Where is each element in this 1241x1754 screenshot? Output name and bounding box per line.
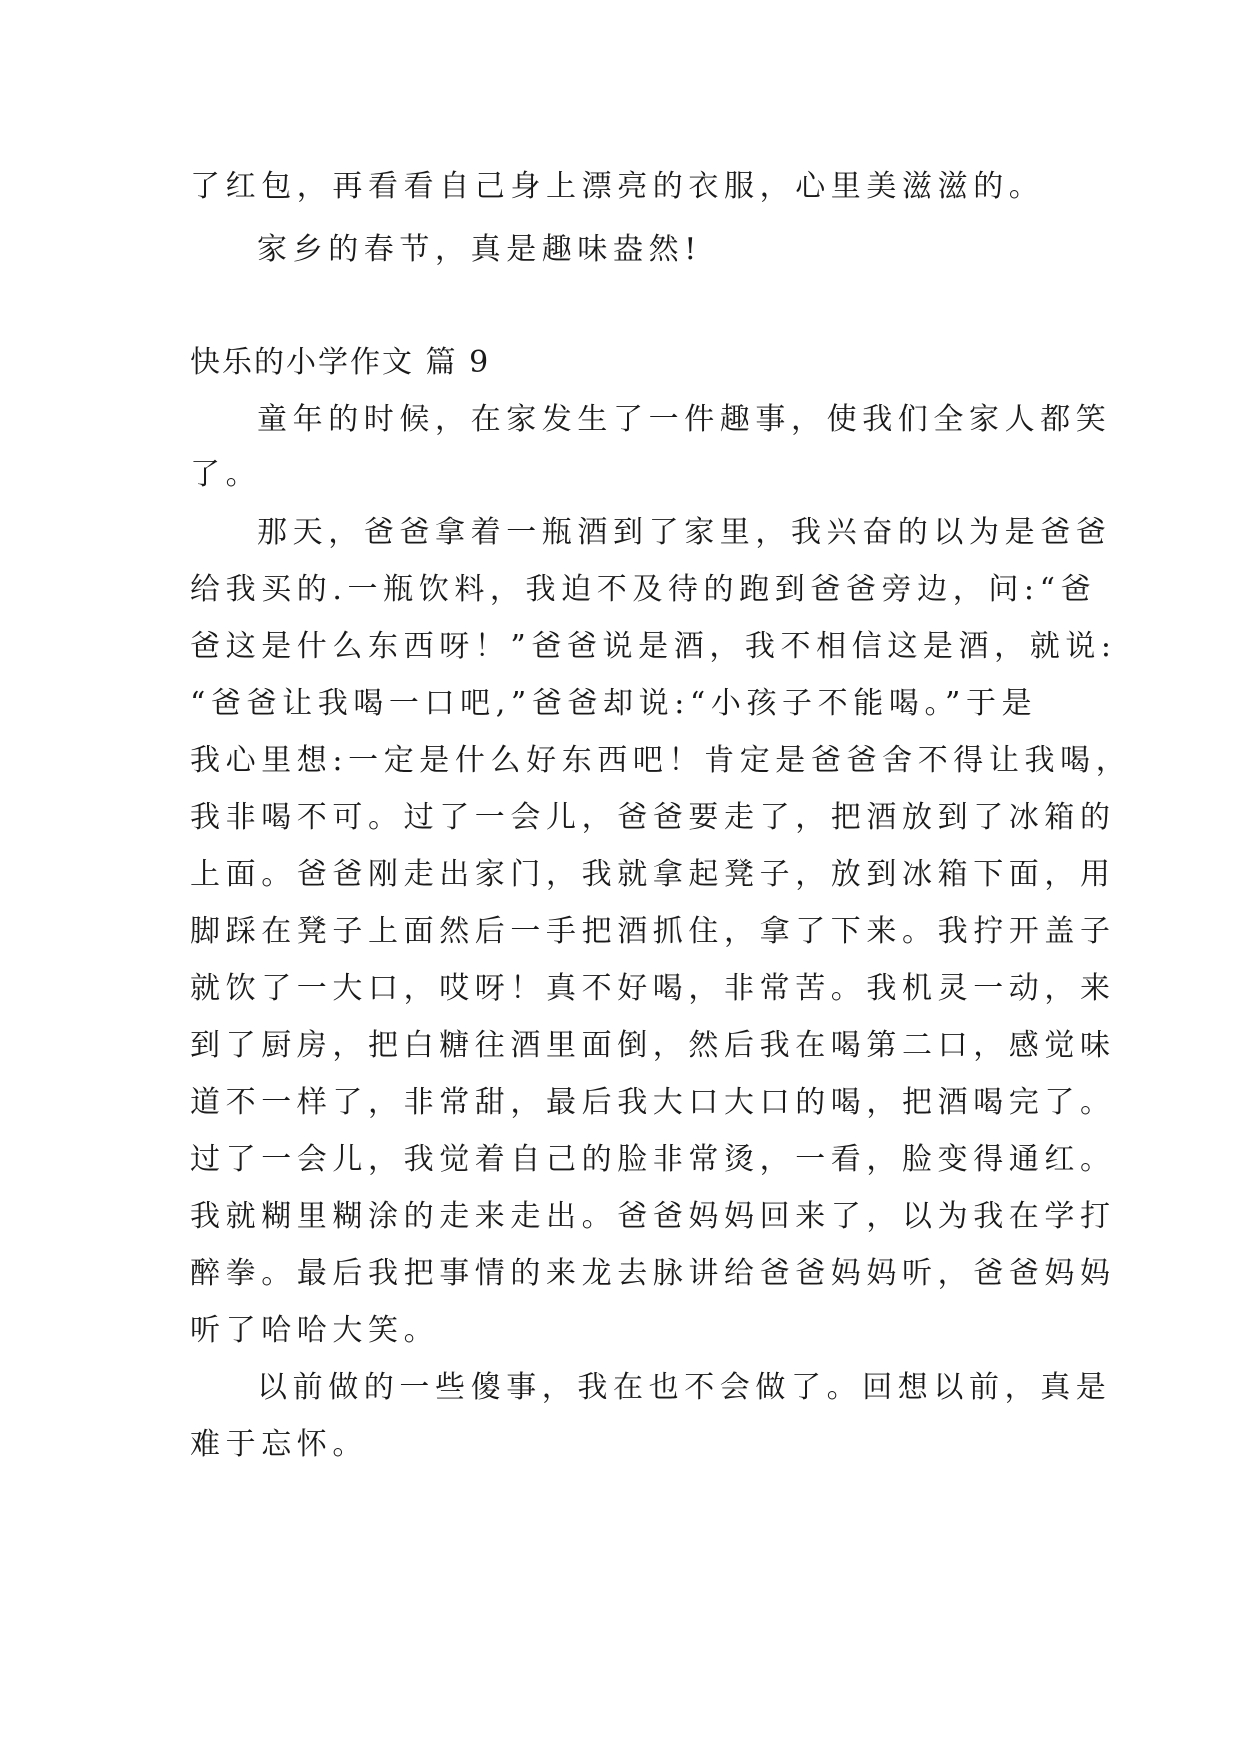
paragraph-line: 我心里想:一定是什么好东西吧！肯定是爸爸舍不得让我喝， bbox=[190, 743, 1132, 778]
paragraph-line: 难于忘怀。 bbox=[190, 1427, 368, 1462]
paragraph-line: 醉拳。最后我把事情的来龙去脉讲给爸爸妈妈听，爸爸妈妈 bbox=[190, 1256, 1116, 1291]
paragraph-line: 了。 bbox=[190, 457, 262, 492]
paragraph-line: 家乡的春节，真是趣味盎然! bbox=[257, 232, 702, 267]
paragraph-line: 了红包，再看看自己身上漂亮的衣服，心里美滋滋的。 bbox=[190, 169, 1045, 204]
paragraph-line: 道不一样了，非常甜，最后我大口大口的喝，把酒喝完了。 bbox=[190, 1085, 1116, 1120]
paragraph-line: 过了一会儿，我觉着自己的脸非常烫，一看，脸变得通红。 bbox=[190, 1142, 1116, 1177]
paragraph-line: 我非喝不可。过了一会儿，爸爸要走了，把酒放到了冰箱的 bbox=[190, 800, 1116, 835]
paragraph-line: 脚踩在凳子上面然后一手把酒抓住，拿了下来。我拧开盖子 bbox=[190, 914, 1116, 949]
paragraph-line: 爸这是什么东西呀！”爸爸说是酒，我不相信这是酒，就说: bbox=[190, 629, 1117, 664]
paragraph-line: 我就糊里糊涂的走来走出。爸爸妈妈回来了，以为我在学打 bbox=[190, 1199, 1116, 1234]
paragraph-line: 到了厨房，把白糖往酒里面倒，然后我在喝第二口，感觉味 bbox=[190, 1028, 1116, 1063]
paragraph-line: 给我买的.一瓶饮料，我迫不及待的跑到爸爸旁边，问:“爸 bbox=[190, 572, 1097, 607]
paragraph-line: 童年的时候，在家发生了一件趣事，使我们全家人都笑 bbox=[257, 402, 1112, 437]
paragraph-line: 就饮了一大口，哎呀！真不好喝，非常苦。我机灵一动，来 bbox=[190, 971, 1116, 1006]
paragraph-line: “爸爸让我喝一口吧,”爸爸却说:“小孩子不能喝。”于是 bbox=[190, 686, 1038, 721]
paragraph-line: 那天，爸爸拿着一瓶酒到了家里，我兴奋的以为是爸爸 bbox=[257, 515, 1112, 550]
paragraph-line: 听了哈哈大笑。 bbox=[190, 1313, 440, 1348]
paragraph-line: 以前做的一些傻事，我在也不会做了。回想以前，真是 bbox=[257, 1370, 1112, 1405]
paragraph-line: 上面。爸爸刚走出家门，我就拿起凳子，放到冰箱下面，用 bbox=[190, 857, 1116, 892]
section-title: 快乐的小学作文 篇 9 bbox=[190, 345, 491, 380]
